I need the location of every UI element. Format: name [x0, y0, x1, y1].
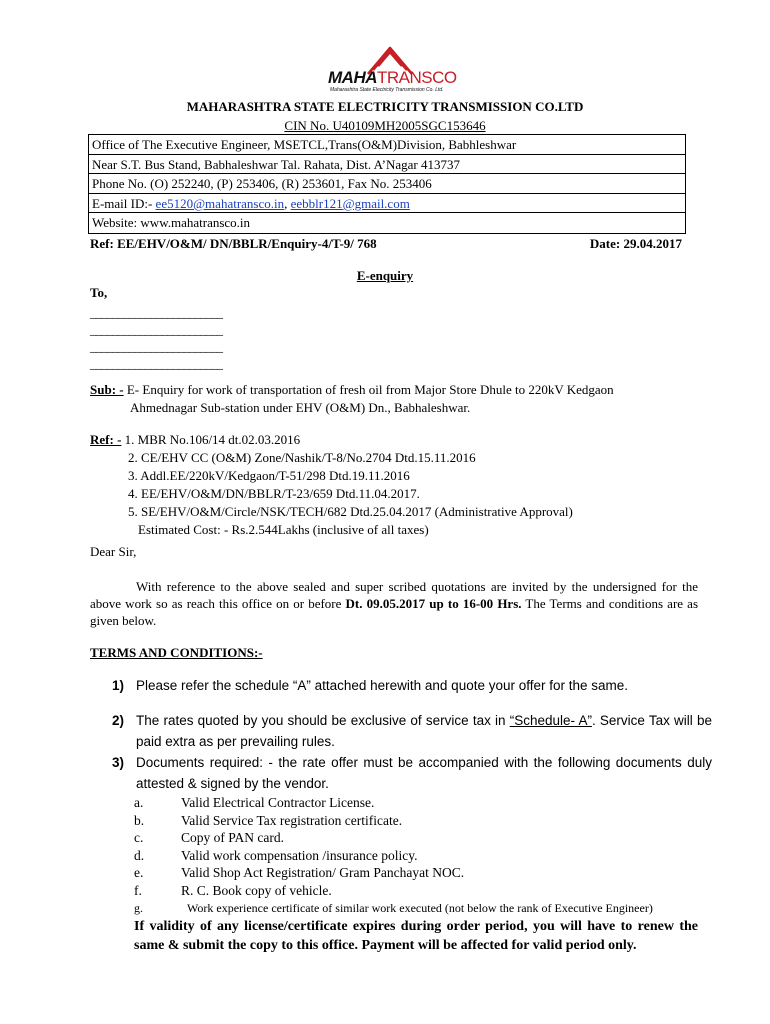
document-item — [134, 882, 653, 900]
logo-brand-bold: MAHA — [328, 68, 377, 87]
condition-item — [112, 675, 712, 696]
document-text: Valid Electrical Contractor License. — [181, 795, 375, 810]
document-item — [134, 794, 653, 812]
document-item — [134, 864, 653, 882]
condition-item — [112, 752, 712, 794]
document-text: Work experience certificate of similar work executed (not below the rank of Executive Engineer) — [187, 900, 653, 915]
estimated-cost: Estimated Cost: - Rs.2.544Lakhs (inclusive of all taxes) — [138, 522, 429, 537]
reference-item: 4. EE/EHV/O&M/DN/BBLR/T-23/659 Dtd.11.04.2017. — [128, 486, 420, 501]
email-label: E-mail ID:- — [92, 195, 156, 211]
document-letter: a. — [134, 795, 144, 810]
document-item — [134, 829, 653, 847]
document-item — [134, 900, 653, 918]
document-letter: e. — [134, 865, 144, 881]
terms-heading: TERMS AND CONDITIONS:- — [90, 645, 263, 660]
document-text: R. C. Book copy of vehicle. — [181, 882, 332, 898]
submission-deadline: Dt. 09.05.2017 up to 16-00 Hrs. — [345, 596, 522, 611]
email-link-primary[interactable]: ee5120@mahatransco.in — [155, 195, 285, 211]
document-item — [134, 847, 653, 865]
condition-number: 1) — [112, 678, 125, 693]
document-letter: c. — [134, 830, 144, 846]
company-name: MAHARASHTRA STATE ELECTRICITY TRANSMISSION CO.LTD — [186, 99, 584, 114]
document-letter: d. — [134, 847, 145, 863]
subject-text-line2: Ahmednagar Sub-station under EHV (O&M) Dn., Babhaleshwar. — [130, 400, 471, 415]
addressee-blank-line: ________________________ — [90, 305, 222, 320]
office-line: Office of The Executive Engineer, MSETCL,Trans(O&M)Division, Babhleshwar — [89, 135, 685, 155]
subject-block — [90, 381, 700, 417]
cin-number — [0, 118, 770, 134]
condition-number: 3) — [112, 755, 125, 770]
validity-warning: If validity of any license/certificate expires during order period, you will have to renew the same & submit the copy to this office. Payment will be affected for valid period only. — [134, 919, 698, 953]
body-text-a: With reference to the above sealed and super scribed quotations are invited by the undersigned for the above work so as reach this office on or before — [90, 579, 698, 611]
body-text-b: The Terms and conditions are as given below. — [90, 596, 699, 628]
schedule-a-reference: “Schedule- A” — [509, 713, 592, 728]
logo-tagline: Maharashtra State Electricity Transmission Co. Ltd. — [330, 87, 444, 93]
reference-item: 2. CE/EHV CC (O&M) Zone/Nashik/T-8/No.2704 Dtd.15.11.2016 — [128, 450, 476, 465]
salutation: Dear Sir, — [90, 544, 137, 559]
document-heading: E-enquiry — [356, 268, 414, 283]
email-link-secondary[interactable]: eebblr121@gmail.com — [290, 195, 410, 211]
reference-item: 1. MBR No.106/14 dt.02.03.2016 — [124, 432, 301, 447]
document-item — [134, 812, 653, 830]
website-line: Website: www.mahatransco.in — [92, 215, 251, 231]
reference-number: Ref: EE/EHV/O&M/ DN/BBLR/Enquiry-4/T-9/ 768 — [90, 236, 377, 251]
document-letter: b. — [134, 812, 145, 828]
subject-label: Sub: - — [90, 382, 124, 397]
document-text: Valid Service Tax registration certificate. — [181, 812, 403, 828]
company-logo — [320, 46, 470, 96]
condition-number: 2) — [112, 713, 125, 728]
email-separator: , — [284, 195, 291, 211]
address-line: Near S.T. Bus Stand, Babhaleshwar Tal. Rahata, Dist. A’Nagar 413737 — [89, 155, 685, 175]
logo-wordmark — [328, 68, 457, 88]
document-text: Valid work compensation /insurance policy. — [181, 847, 418, 863]
phone-line: Phone No. (O) 252240, (P) 253406, (R) 253601, Fax No. 253406 — [89, 174, 685, 194]
references-block — [90, 431, 573, 539]
documents-list — [134, 794, 653, 917]
reference-line — [90, 236, 682, 252]
condition-text: Documents required: - the rate offer must be accompanied with the following documents duly attested & signed by the vendor. — [136, 755, 712, 791]
addressee-blank-line: ________________________ — [90, 356, 222, 371]
reference-item: 5. SE/EHV/O&M/Circle/NSK/TECH/682 Dtd.25.04.2017 (Administrative Approval) — [128, 504, 573, 519]
cin-text: CIN No. U40109MH2005SGC153646 — [284, 118, 486, 133]
letter-date: Date: 29.04.2017 — [589, 236, 682, 251]
condition-text-b: . Service Tax will be paid extra as per prevailing rules. — [136, 713, 712, 749]
document-letter: f. — [134, 882, 142, 898]
subject-text-line1: E- Enquiry for work of transportation of fresh oil from Major Store Dhule to 220kV Kedgaon — [123, 382, 614, 397]
addressee-blank-line: ________________________ — [90, 322, 222, 337]
office-address-box — [88, 134, 686, 234]
document-letter: g. — [134, 900, 143, 915]
document-text: Valid Shop Act Registration/ Gram Panchayat NOC. — [181, 865, 465, 881]
condition-text: Please refer the schedule “A” attached herewith and quote your offer for the same. — [136, 678, 629, 693]
condition-text — [112, 710, 712, 752]
email-line — [89, 194, 685, 214]
reference-item: 3. Addl.EE/220kV/Kedgaon/T-51/298 Dtd.19.11.2016 — [128, 468, 410, 483]
document-text: Copy of PAN card. — [181, 830, 284, 846]
body-paragraph — [90, 578, 698, 629]
condition-text-a: The rates quoted by you should be exclusive of service tax in — [136, 713, 510, 728]
references-label: Ref: - — [90, 432, 122, 447]
logo-brand-rest: TRANSCO — [377, 68, 457, 87]
addressee-label: To, — [90, 285, 108, 300]
addressee-blank-line: ________________________ — [90, 339, 222, 354]
condition-item — [112, 710, 712, 752]
